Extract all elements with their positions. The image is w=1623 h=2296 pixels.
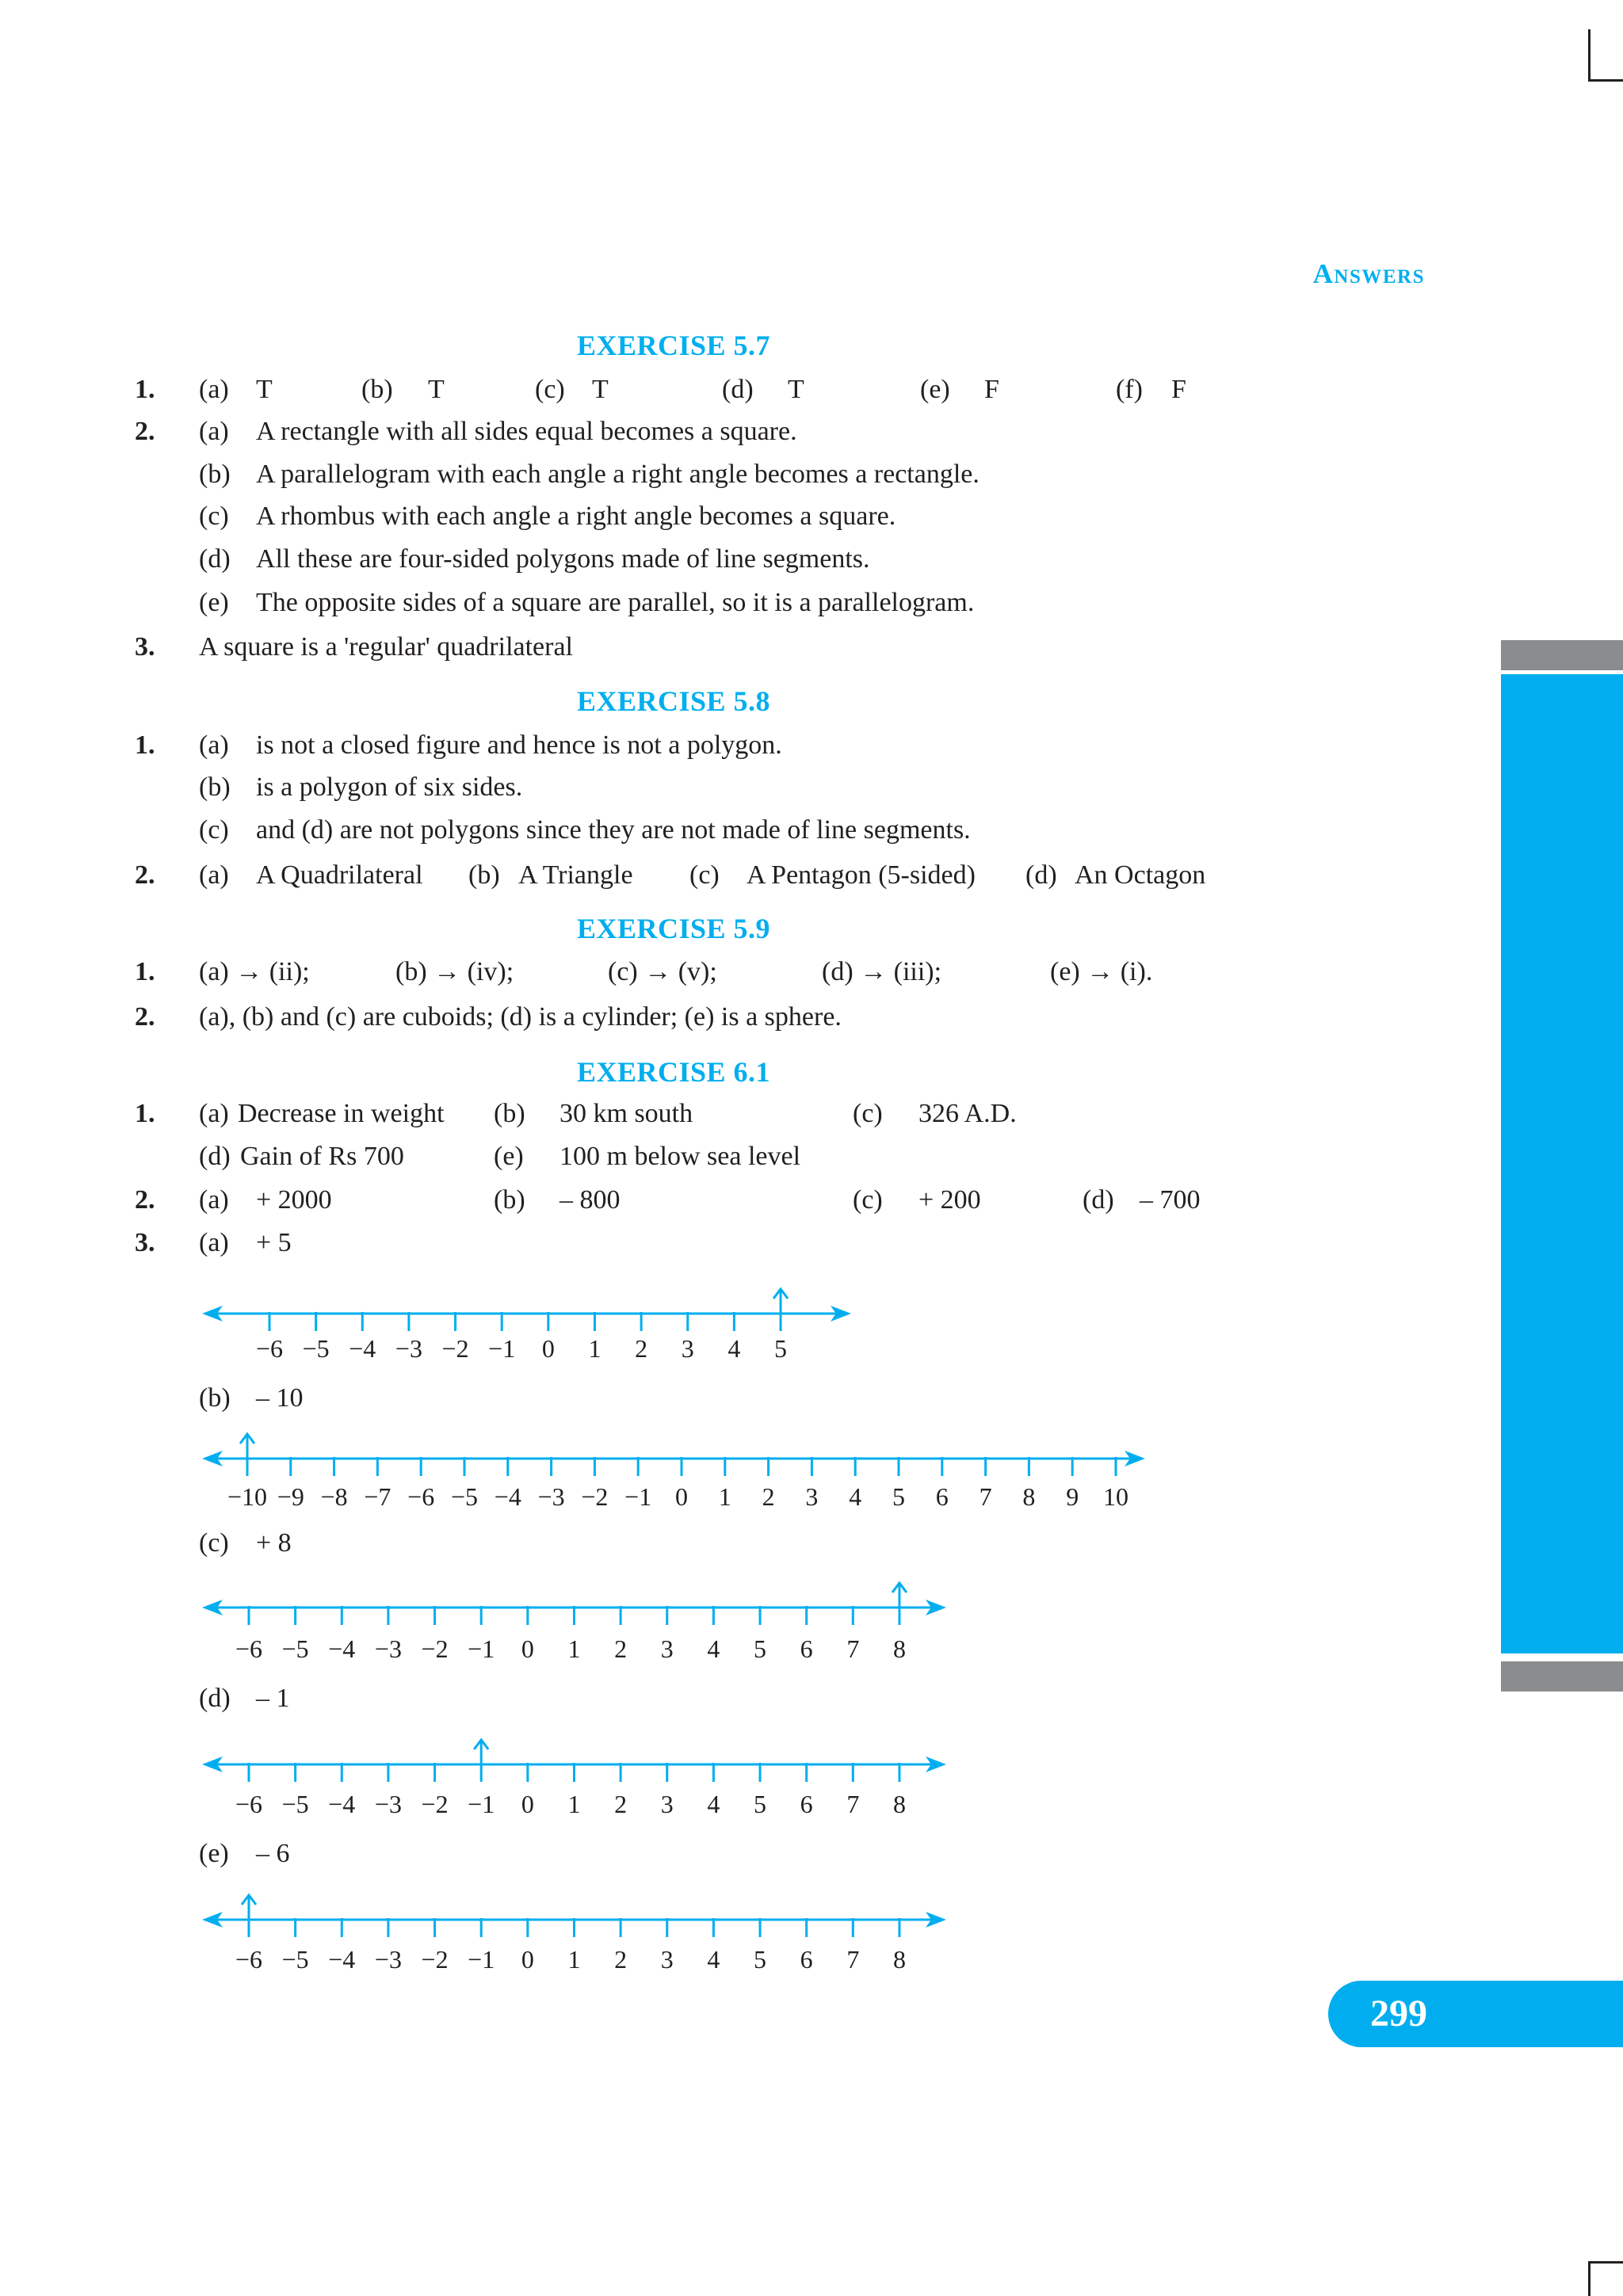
question-number: 2. [135, 860, 155, 890]
answer-text: + 2000 [256, 1185, 332, 1215]
option-label: (e) [199, 588, 229, 617]
number-line [202, 1289, 851, 1363]
tick-label: −2 [581, 1482, 609, 1511]
tick-label: −3 [537, 1482, 565, 1511]
tick-label: 6 [935, 1482, 949, 1511]
tick-label: −3 [374, 1945, 402, 1974]
tick-label: −3 [374, 1790, 402, 1818]
exercise-heading: EXERCISE 5.8 [576, 685, 771, 717]
answer-marker-arrow [773, 1289, 788, 1314]
answer-text: – 800 [559, 1185, 621, 1215]
question-number: 2. [135, 417, 155, 446]
tick-label: 5 [754, 1790, 767, 1818]
answer-text: Decrease in weight [238, 1099, 445, 1128]
answer-text: – 700 [1140, 1185, 1201, 1215]
tick-label: 4 [727, 1334, 741, 1363]
tick-label: 2 [614, 1634, 628, 1663]
tick-label: −1 [468, 1634, 495, 1663]
tick-label: −5 [450, 1482, 479, 1511]
answer-text: and (d) are not polygons since they are not made of line segments. [256, 815, 971, 845]
answer-text: 30 km south [559, 1099, 693, 1128]
answer-text: + 8 [256, 1528, 292, 1558]
question-number: 1. [135, 957, 155, 986]
tick-label: 7 [846, 1634, 860, 1663]
tick-label: −8 [320, 1482, 348, 1511]
tick-label: 5 [754, 1634, 767, 1663]
tick-label: 3 [660, 1634, 674, 1663]
left-arrowhead [202, 1451, 223, 1466]
option-label: (b) [468, 860, 500, 890]
option-label: (b) [361, 375, 393, 404]
tick-label: −9 [277, 1482, 304, 1511]
tick-label: 5 [754, 1945, 767, 1974]
tick-label: 8 [892, 1790, 906, 1818]
marker-head [242, 1895, 256, 1905]
tick-label: −6 [235, 1945, 263, 1974]
answer-text: – 10 [256, 1383, 304, 1413]
tick-label: −5 [302, 1334, 330, 1363]
tick-label: −6 [255, 1334, 284, 1363]
tick-label: 1 [567, 1634, 581, 1663]
match-answer: (a) → (ii); [199, 957, 310, 986]
tick-label: 2 [614, 1945, 628, 1974]
question-number: 1. [135, 375, 155, 404]
tick-label: 5 [892, 1482, 905, 1511]
running-title: Answers [1312, 258, 1425, 289]
tick-label: 7 [846, 1945, 860, 1974]
option-label: (e) [920, 375, 950, 404]
answer-marker-arrow [892, 1583, 907, 1608]
option-label: (d) [722, 375, 754, 404]
tick-label: 0 [675, 1482, 688, 1511]
option-label: (a) [199, 860, 229, 890]
tick-label: 1 [588, 1334, 601, 1363]
tick-label: 8 [892, 1634, 906, 1663]
answer-text: A Quadrilateral [256, 860, 423, 890]
option-label: (c) [199, 1528, 229, 1558]
question-number: 2. [135, 1002, 155, 1032]
tick-label: −1 [468, 1945, 495, 1974]
tick-label: 10 [1103, 1482, 1128, 1511]
crop-mark-bottom-vertical [1588, 2261, 1591, 2296]
answer-text: The opposite sides of a square are parallel, so it is a parallelogram. [256, 588, 975, 617]
tick-label: −1 [624, 1482, 652, 1511]
answer-text: – 6 [256, 1839, 290, 1868]
question-number: 1. [135, 1099, 155, 1128]
tick-label: 5 [774, 1334, 788, 1363]
exercise-heading: EXERCISE 6.1 [576, 1056, 771, 1088]
answer-text: 100 m below sea level [559, 1142, 801, 1171]
number-line [202, 1740, 946, 1818]
number-line [202, 1583, 946, 1663]
tick-label: −3 [395, 1334, 422, 1363]
option-label: (d) [199, 1142, 231, 1171]
tick-label: 4 [849, 1482, 862, 1511]
tick-label: −4 [328, 1634, 356, 1663]
tick-label: 0 [541, 1334, 555, 1363]
option-label: (a) [199, 1185, 229, 1215]
answer-marker-arrow [242, 1895, 256, 1920]
tick-label: −3 [374, 1634, 402, 1663]
question-number: 2. [135, 1185, 155, 1215]
crop-mark-top-vertical [1588, 29, 1591, 82]
match-answer: (b) → (iv); [395, 957, 514, 986]
tick-label: 4 [707, 1634, 720, 1663]
tick-label: −1 [488, 1334, 516, 1363]
option-label: (c) [199, 815, 229, 845]
left-arrowhead [202, 1756, 223, 1772]
page-number: 299 [1370, 1993, 1427, 2035]
tick-label: −4 [328, 1945, 356, 1974]
tick-label: −5 [281, 1945, 309, 1974]
answer-marker-arrow [474, 1740, 488, 1764]
question-number: 3. [135, 1228, 155, 1257]
answer-text: A parallelogram with each angle a right angle becomes a rectangle. [256, 460, 980, 489]
tick-label: 0 [521, 1945, 534, 1974]
option-label: (a) [199, 417, 229, 446]
marker-head [240, 1434, 254, 1444]
tick-label: −4 [494, 1482, 521, 1511]
marker-head [773, 1289, 788, 1299]
tick-label: 0 [521, 1790, 534, 1818]
answer-text: T [428, 375, 445, 404]
left-arrowhead [202, 1306, 223, 1322]
option-label: (a) [199, 1228, 229, 1257]
tick-label: 3 [805, 1482, 819, 1511]
tick-label: −7 [364, 1482, 391, 1511]
tick-label: −1 [468, 1790, 495, 1818]
match-answer: (c) → (v); [608, 957, 717, 986]
option-label: (d) [199, 1684, 231, 1713]
left-arrowhead [202, 1600, 223, 1615]
answer-text: is a polygon of six sides. [256, 772, 523, 802]
answer-text: is not a closed figure and hence is not a polygon. [256, 730, 782, 760]
tick-label: 3 [681, 1334, 694, 1363]
answer-text: A rectangle with all sides equal becomes a square. [256, 417, 797, 446]
exercise-heading: EXERCISE 5.9 [576, 913, 771, 944]
tick-label: −5 [281, 1790, 309, 1818]
answer-text: A Triangle [518, 860, 633, 890]
tick-label: −4 [349, 1334, 376, 1363]
tick-label: −2 [421, 1634, 449, 1663]
answer-text: 326 A.D. [918, 1099, 1017, 1128]
tick-label: −6 [235, 1790, 263, 1818]
question-number: 1. [135, 730, 155, 760]
crop-mark-top-horizontal [1588, 79, 1623, 82]
tick-label: 0 [521, 1634, 534, 1663]
tick-label: 1 [718, 1482, 731, 1511]
answer-text: (a), (b) and (c) are cuboids; (d) is a cylinder; (e) is a sphere. [199, 1002, 842, 1032]
tick-label: −2 [421, 1790, 449, 1818]
tick-label: 2 [635, 1334, 648, 1363]
answer-text: All these are four-sided polygons made of line segments. [256, 544, 870, 574]
tick-label: 6 [800, 1634, 813, 1663]
tick-label: 8 [1022, 1482, 1036, 1511]
option-label: (d) [199, 544, 231, 574]
tick-label: 6 [800, 1945, 813, 1974]
tick-label: 1 [567, 1945, 581, 1974]
answer-text: A Pentagon (5-sided) [747, 860, 976, 890]
marker-head [474, 1740, 488, 1749]
option-label: (a) [199, 730, 229, 760]
answer-text: + 200 [918, 1185, 981, 1215]
tick-label: 2 [614, 1790, 628, 1818]
side-tab [1501, 674, 1623, 1653]
left-arrowhead [202, 1912, 223, 1928]
option-label: (c) [199, 502, 229, 531]
tick-label: −6 [407, 1482, 435, 1511]
page-number-badge [1328, 1981, 1623, 2047]
option-label: (a) [199, 375, 229, 404]
answer-text: – 1 [256, 1684, 290, 1713]
tick-label: −4 [328, 1790, 356, 1818]
answer-text: F [1171, 375, 1186, 404]
tick-label: 6 [800, 1790, 813, 1818]
match-answer: (d) → (iii); [822, 957, 942, 986]
option-label: (a) [199, 1099, 229, 1128]
option-label: (f) [1116, 375, 1143, 404]
answer-text: T [592, 375, 609, 404]
right-arrowhead [926, 1600, 946, 1615]
number-line [202, 1434, 1145, 1511]
answer-text: + 5 [256, 1228, 292, 1257]
option-label: (c) [689, 860, 720, 890]
crop-mark-bottom-horizontal [1588, 2261, 1623, 2264]
answer-text: A rhombus with each angle a right angle becomes a square. [256, 502, 896, 531]
right-arrowhead [926, 1756, 946, 1772]
option-label: (c) [853, 1185, 883, 1215]
answer-text: A square is a 'regular' quadrilateral [199, 632, 573, 662]
option-label: (b) [494, 1185, 525, 1215]
option-label: (b) [199, 1383, 231, 1413]
tick-label: −2 [441, 1334, 469, 1363]
exercise-heading: EXERCISE 5.7 [576, 330, 771, 361]
question-number: 3. [135, 632, 155, 662]
option-label: (b) [199, 460, 231, 489]
option-label: (c) [535, 375, 565, 404]
tick-label: 9 [1066, 1482, 1079, 1511]
match-answer: (e) → (i). [1050, 957, 1153, 986]
answer-text: T [256, 375, 273, 404]
number-line [202, 1895, 946, 1974]
tick-label: 7 [846, 1790, 860, 1818]
tick-label: 4 [707, 1790, 720, 1818]
option-label: (d) [1025, 860, 1057, 890]
right-arrowhead [831, 1306, 851, 1322]
option-label: (b) [199, 772, 231, 802]
option-label: (e) [199, 1839, 229, 1868]
side-tab-gray-bottom [1501, 1661, 1623, 1691]
answer-text: T [788, 375, 804, 404]
answer-text: F [984, 375, 999, 404]
right-arrowhead [1125, 1451, 1145, 1466]
tick-label: −10 [227, 1482, 268, 1511]
option-label: (c) [853, 1099, 883, 1128]
answer-text: An Octagon [1075, 860, 1206, 890]
option-label: (d) [1083, 1185, 1114, 1215]
side-tab-gray-top [1501, 640, 1623, 670]
marker-head [892, 1583, 907, 1592]
tick-label: −2 [421, 1945, 449, 1974]
tick-label: 7 [979, 1482, 992, 1511]
tick-label: 8 [892, 1945, 906, 1974]
option-label: (e) [494, 1142, 524, 1171]
answer-marker-arrow [240, 1434, 254, 1459]
tick-label: 1 [567, 1790, 581, 1818]
tick-label: −6 [235, 1634, 263, 1663]
tick-label: −5 [281, 1634, 309, 1663]
answer-text: Gain of Rs 700 [240, 1142, 404, 1171]
tick-label: 3 [660, 1945, 674, 1974]
option-label: (b) [494, 1099, 525, 1128]
right-arrowhead [926, 1912, 946, 1928]
tick-label: 2 [762, 1482, 775, 1511]
tick-label: 4 [707, 1945, 720, 1974]
tick-label: 3 [660, 1790, 674, 1818]
